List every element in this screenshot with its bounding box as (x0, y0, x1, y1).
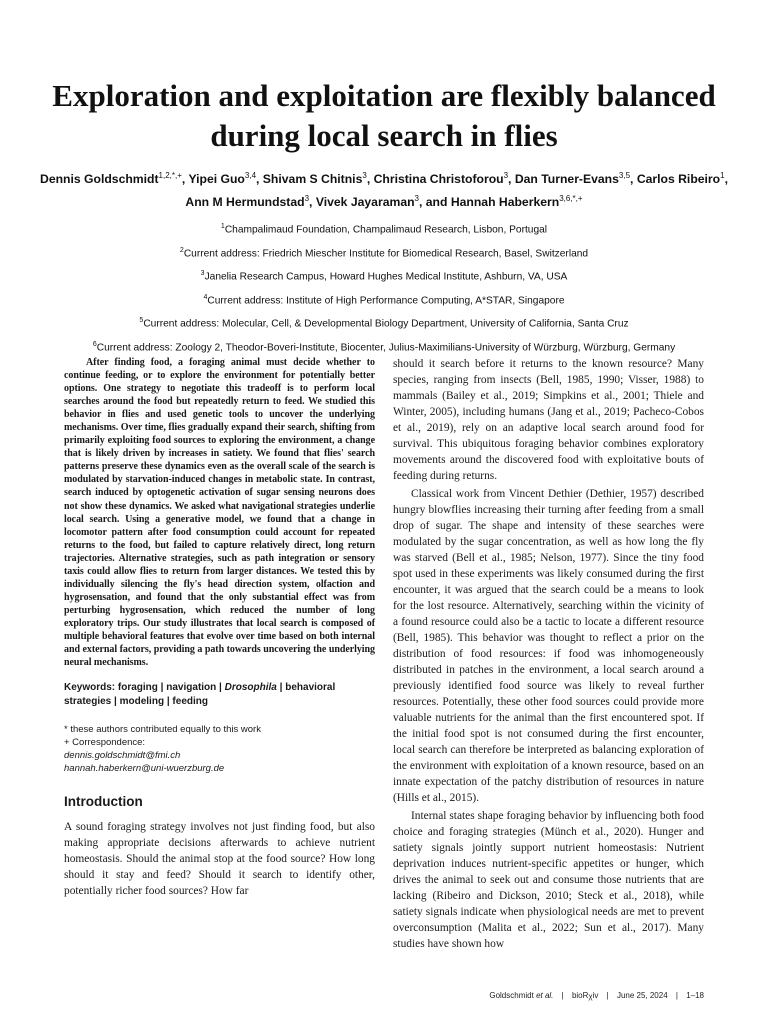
equal-contribution-note: * these authors contributed equally to this work (64, 724, 261, 736)
right-column (393, 356, 704, 952)
keywords-label: Keywords: (64, 682, 116, 694)
footer-separator: | (561, 991, 564, 1000)
affiliation-text: Current address: Friedrich Miescher Institute for Biomedical Research, Basel, Switzerland (183, 247, 589, 259)
author-affiliation-marker: 3,5 (618, 171, 631, 180)
author-affiliation-marker: 3,4 (244, 171, 257, 180)
page-footer (489, 991, 704, 1000)
keyword: feeding (172, 696, 208, 708)
body-paragraph: Internal states shape foraging behavior by influencing both food choice and foraging strategies (Münch et al., 2020). Hunger and satiety signals jointly support nutrient homeostasis: Nutrient deprivation induces nutrient-specific appetites or hunger, which drives the animal to seek out and consume those nutrients that are lacking (Ribeiro and Dickson, 2010; Steck et al., 2018), while satiety signals indicate when physiological needs are met to prevent overconsumption (Malita et al., 2022; Sun et al., 2017). Many studies have shown how (393, 810, 704, 950)
author-affiliation-marker: 1 (720, 171, 725, 180)
footer-date: June 25, 2024 (616, 991, 668, 1000)
section-heading: Introduction (64, 794, 143, 810)
affiliation-text: Champalimaud Foundation, Champalimaud Research, Lisbon, Portugal (224, 224, 548, 236)
author-affiliation-marker: 3 (304, 194, 310, 204)
paper-title: Exploration and exploitation are flexibly balanced during local search in flies (52, 78, 716, 153)
keyword: Drosophila (224, 682, 277, 694)
author-name: Ann M Hermundstad (185, 195, 305, 210)
author-affiliation-marker: 3 (414, 194, 419, 204)
author-name: Hannah Haberkern (450, 195, 560, 210)
journal-name-part: bioR (571, 991, 589, 1000)
keyword: navigation (166, 682, 217, 694)
keyword: modeling (119, 696, 165, 708)
author-notes (64, 723, 375, 775)
affiliation-text: Current address: Zoology 2, Theodor-Boveri-Institute, Biocenter, Julius-Maximilians-University of Würzburg, Würzburg, Germany (96, 342, 676, 354)
author-affiliation-marker: 3,6,*,+ (559, 194, 583, 204)
affiliation-text: Current address: Molecular, Cell, & Developmental Biology Department, University of California, Santa Cruz (143, 318, 629, 330)
author-affiliation-marker: 3 (503, 171, 509, 180)
keywords-items: foraging | navigation | Drosophila | behavioral strategies | modeling | feeding (64, 682, 336, 708)
author-name: Dennis Goldschmidt (40, 172, 159, 187)
affiliation-text: Janelia Research Campus, Howard Hughes Medical Institute, Ashburn, VA, USA (204, 271, 568, 283)
footer-pages: 1–18 (686, 991, 704, 1000)
intro-paragraph: A sound foraging strategy involves not just finding food, but also making appropriate decisions afterwards to achieve nutrient homeostasis. Should the animal stop at the food source? How long should it stay and feed? Should it search to identify other, potentially richer food sources? How far (64, 821, 375, 898)
affiliation-line (40, 264, 728, 288)
affiliation-line (40, 217, 728, 241)
author-name: Vivek Jayaraman (315, 195, 415, 210)
author-affiliation-marker: 1,2,*,+ (158, 171, 182, 180)
author-name: Carlos Ribeiro (636, 172, 721, 187)
author-name: Dan Turner-Evans (514, 172, 619, 187)
keywords (64, 681, 375, 709)
correspondence-label: + Correspondence: (64, 737, 146, 749)
email-link[interactable]: hannah.haberkern@uni-wuerzburg.de (64, 763, 225, 775)
body-paragraph: should it search before it returns to the known resource? Many species, ranging from insects (Bell, 1985, 1990; Visser, 1988) to mammals (Bailey et al., 2019; Simpkins et al., 2001; Thiele and Winter, 2005), including humans (Jang et al., 2019; Pacheco-Cobos et al., 2019), rely on an adaptive local search around food for survival. This ubiquitous foraging behavior combines exploratory movements around the discovered food with exploitative bouts of feeding during returns. (393, 358, 704, 482)
keyword: foraging (117, 682, 158, 694)
affiliation-text: Current address: Institute of High Performance Computing, A*STAR, Singapore (207, 295, 565, 307)
affiliation-marker: 4 (203, 293, 208, 301)
journal-chi: χ (588, 992, 593, 1001)
journal-name-part: iv (592, 991, 599, 1000)
left-column (64, 356, 375, 899)
affiliation-line (40, 288, 728, 312)
footer-separator: | (606, 991, 609, 1000)
keyword: behavioral strategies (64, 682, 336, 708)
author-affiliation-marker: 3 (362, 171, 367, 180)
author-name: Yipei Guo (188, 172, 245, 187)
affiliation-marker: 2 (179, 246, 184, 254)
email-link[interactable]: dennis.goldschmidt@fmi.ch (64, 750, 181, 762)
affiliation-marker: 1 (220, 223, 225, 230)
affiliation-marker: 6 (92, 340, 97, 348)
affiliation-marker: 3 (200, 270, 205, 278)
footer-authors: Goldschmidt (489, 991, 534, 1000)
author-list: Dennis Goldschmidt$^{1,2,*,+}$, Yipei Guo$^{3,4}$, Shivam S Chitnis$^3$, Christina Christoforou$^3$, Dan Turner-Evans$^{3,5}$, Carlos Ribeiro$^1$, Ann M Hermundstad$^3$, Vivek Jayaraman$^3$, and Hannah Haberkern$^{3,6,*,+}$ (40, 171, 728, 210)
affiliation-marker: 5 (139, 317, 144, 325)
footer-etal: et al. (536, 991, 554, 1000)
affiliation-line (40, 241, 728, 265)
author-name: Christina Christoforou (373, 172, 504, 187)
author-name: Shivam S Chitnis (262, 172, 363, 187)
body-paragraph: Classical work from Vincent Dethier (Dethier, 1957) described hungry blowflies increasing their turning after feeding from a small drop of sugar. The shape and intensity of these searches were modulated by the sugar concentration, as well as how long the fly was starved (Bell et al., 1985; Nelson, 1977). Since the tiny food spot used in these experiments was likely consumed during the first encounter, it was argued that the search could be a means to look for the lost resource. Alternatively, searching within the vicinity of a found resource could also be a tactic to locate a different resource (Bell, 1985). This behavior was thought to reflect a prior on the distribution of food resources: if food was inhomogeneously distributed in patches in the environment, a local search around a previously identified food source was likely to reveal further resources. Potentially, these other food sources could provide more valuable nutrients for the animal than the first encountered spot. If the initial food spot is not consumed during the first encounter, local search can therefore be interpreted as balancing exploration of the environment with exploitation of a known resource, based on an innate expectation of the patchy distribution of resources in nature (Hills et al., 2015). (393, 488, 704, 804)
abstract: After finding food, a foraging animal must decide whether to continue feeding, or to explore the environment for potentially better options. One strategy to negotiate this tradeoff is to perform local searches around the food but repeatedly return to feed. We studied this behavior in flies and used genetic tools to uncover the underlying mechanisms. Over time, flies gradually expand their search, shifting from primarily exploiting food sources to exploring the environment, a change that is likely driven by increases in satiety. We found that flies' search patterns preserve these dynamics even as the overall scale of the search is modulated by starvation-induced changes in metabolic state. In contrast, search induced by optogenetic activation of sugar sensing neurons does not show these dynamics. We asked what navigational strategies underlie local search. Using a generative model, we found that a change in locomotor pattern after food consumption could account for repeated returns to the food, but failed to capture relatively direct, long return trajectories. Alternative strategies, such as path integration or sensory taxis could allow flies to return from larger distances. We tested this by individually silencing the fly's head direction system, olfaction and hygrosensation, and found that the only substantial effect was from perturbing hygrosensation, which reduced the number of long exploratory trips. Our study illustrates that local search is composed of multiple behavioral features that evolve over time based on both internal and external factors, providing a path towards uncovering the underlying neural mechanisms. (64, 357, 375, 669)
footer-separator: | (675, 991, 678, 1000)
affiliation-list (40, 217, 728, 359)
affiliation-line (40, 311, 728, 335)
footer-journal (572, 991, 598, 1000)
